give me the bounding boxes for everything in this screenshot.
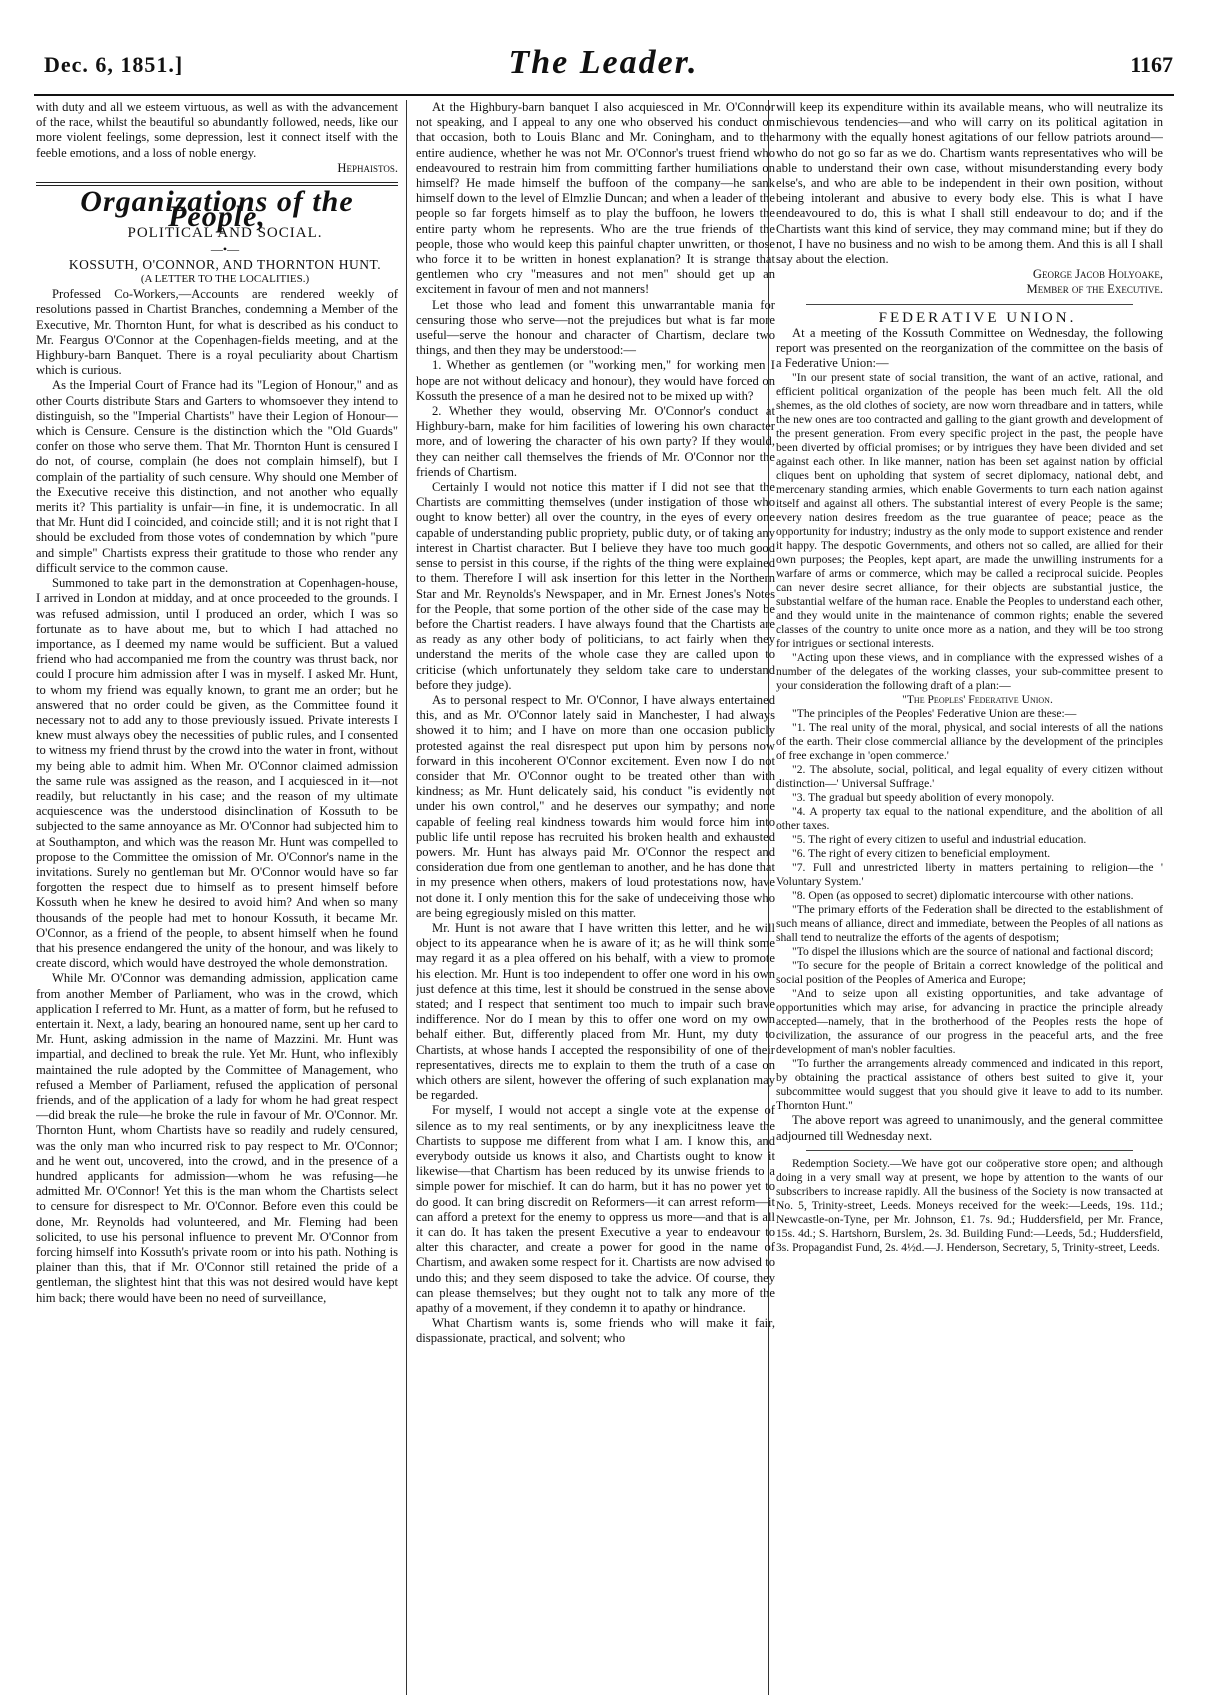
newspaper-title: The Leader. — [508, 44, 699, 81]
paragraph: For myself, I would not accept a single vote at the expense of silence as to my real sentiments, or by any inexplicitness leave the Chartists to suppose me different from what I am. I know this, and everybody outside us knows it also, and Chartists ought to know it likewise—that Chartism has been reduced by its unwise friends to a simple power for mischief. It can do harm, but it has no power yet to do good. It can bring discredit on Reformers—it can arrest reform—it can afford a pretext for the enemy to oppress us more—and that is all it can do. It has taken the present Executive a year to endeavour to alter this character, and create a power for good in the name of Chartism, and awaken some respect for it. Chartists are now advised to undo this; and they seem disposed to take the advice. Of course, they can please themselves; but they ought not to talk any more of the apathy of a movement, if they condemn it to apathy or hindrance. — [416, 1103, 775, 1316]
paragraph: At the Highbury-barn banquet I also acquiesced in Mr. O'Connor not speaking, and I appeal to any one who observed his conduct on that occasion, both to Louis Blanc and Mr. Coningham, and to the entire audience, whether he was not Mr. O'Connor's truest friend who endeavoured to restrain him from committing farther humiliations on himself? He made himself the buffoon of the company—he sank himself down to the level of Elmzlie Duncan; and when a leader of the people so far forgets himself as to play the buffoon, he lowers the entire party whom he represents. Who are the true friends of the people, those who would keep this painful chapter unwritten, or those who force it to be written in honest explanation? It is strange that gentlemen who cry "measures and not men" should get up an excitement in favour of men and not manners! — [416, 100, 775, 297]
principle-item: "5. The right of every citizen to useful and industrial education. — [792, 833, 1087, 847]
paragraph: At a meeting of the Kossuth Committee on Wednesday, the following report was presented on the reorganization of the committee on the basis of a Federative Union:— — [776, 325, 1163, 371]
quoted-paragraph: "Acting upon these views, and in compliance with the expressed wishes of a number of the delegates of the working classes, your sub-committee present to your consideration the following draft of a plan:— — [776, 651, 1163, 693]
section-title: Organizations of the People, — [80, 185, 354, 234]
signature-name: George Jacob Holyoake, — [1032, 267, 1163, 282]
paragraph: with duty and all we esteem virtuous, as well as with the advancement of the race, whilst the beautiful so abundantly followed, needs, like our more violent feelings, some depression, lest it connect itself with the feeble emotions, and a loss of noble energy. — [36, 100, 398, 160]
principle-item: "7. Full and unrestricted liberty in matters pertaining to religion—the ' Voluntary System.' — [776, 861, 1163, 889]
quoted-paragraph: "The primary efforts of the Federation shall be directed to the establishment of such means of alliance, direct and immediate, between the Peoples of all nations as shall tend to neutralize the efforts of the agents of despotism; — [776, 903, 1163, 945]
principle-item: "6. The right of every citizen to beneficial employment. — [792, 847, 1051, 861]
article-title: KOSSUTH, O'CONNOR, AND THORNTON HUNT. — [68, 256, 382, 272]
quoted-paragraph: "To further the arrangements already commenced and indicated in this report, by obtaining the practical assistance of others best suited to give it, your subcommittee would suggest that you should give it leave to add to its number. Thornton Hunt." — [776, 1057, 1163, 1113]
principle-item: "8. Open (as opposed to secret) diplomatic intercourse with other nations. — [792, 889, 1134, 903]
quoted-paragraph: "In our present state of social transition, the want of an active, rational, and efficient political organization of the people has been much felt. All the old shemes, as the old clothes of society, are now worn threadbare and in tatters, while the new ones are too contracted and galling to the giant growth and development of the present generation. From every specific project in the past, the people have been diverted by official promises; or by intrigues they have been divided and set against each other. In like manner, nation has been set against nation by official cliques bent on upholding that system of secret diplomacy, national debt, and mercenary standing armies, which enable Goverments to turn each nation against itself and against all others. The substantial interest of every People is the same; every nation desires freedom as the true guarantee of peace; peace as the opportunity for industry; industry as the only mode to support existence and render it happy. The despotic Governments, and others not so called, are allied for their own purposes; the Peoples, kept apart, are made the unwilling instruments for a warfare of arms or commerce, which may be called a reciprocal suicide. Peoples can never desire secret alliance, for their objects are substantial justice, the substantial welfare of the human race. Enable the Peoples to understand each other, and they would unite in the maintenance of common rights; enable the severed classes of the country to unite once more as a nation, and they will be too strong for intrigues or sectional interests. — [776, 371, 1163, 651]
masthead — [0, 0, 1207, 96]
principle-item: "2. The absolute, social, political, and legal equality of every citizen without distinction—' Universal Suffrage.' — [776, 763, 1163, 791]
quoted-paragraph: "The principles of the Peoples' Federative Union are these:— — [792, 707, 1077, 721]
paragraph: Let those who lead and foment this unwarrantable mania for censuring those who serve—not the prejudices but what is far more useful—serve the honour and character of Chartism, declare two things, and then they may be understood:— — [416, 297, 775, 358]
section-subtitle: POLITICAL AND SOCIAL. — [127, 225, 323, 242]
paragraph: As the Imperial Court of France had its "Legion of Honour," and as other Courts distribute Stars and Garters to whomsoever they intend to distinguish, so the "Imperial Chartists" have their Legion of Honour—which is Censure. Censure is the distinction which the "Old Guards" confer on those who serve them. That Mr. Thornton Hunt is censured I do not, of course, complain (he does not complain himself), but I complain of the partiality of such censure. Why should one Member of the Executive receive this distinction, and not another who equally merits it? This partiality is unfair—in fine, it is undemocratic. In all that Mr. Hunt did I coincided, and coincide still; and it is not right that I should be excluded from those votes of condemnation by which "pure and simple" Chartists express their gratitude to those who render any difficult service to the common cause. — [36, 378, 398, 575]
quoted-paragraph: "And to seize upon all existing opportunities, and take advantage of opportunities which may arise, for advancing in practice the principle already accepted—namely, that in the brotherhood of the Peoples rests the hope of civilization, the assurance of our progress in the peaceful arts, and the free development of man's nobler faculties. — [776, 987, 1163, 1057]
plan-title: "The Peoples' Federative Union. — [902, 693, 1053, 707]
paragraph: will keep its expenditure within its available means, who will neutralize its mischievous tendencies—and who will carry on its political agitation in harmony with the equally honest agitations of our fellow patriots around—who do not go so far as we do. Chartism wants representatives who will be able to understand their own case, without misunderstanding every body else's, and who are able to be independent in their own position, without being intolerant and abusive to every body else. This is what I have endeavoured to do, this is what I shall still endeavour to do; and if the Chartists want this kind of service, they may command mine; but if they do not, I have no business and no wish to be among them. And this is all I shall say about the election. — [776, 100, 1163, 267]
masthead-rule — [34, 94, 1174, 96]
column-3 — [776, 100, 1163, 1695]
quoted-paragraph: "To dispel the illusions which are the source of national and factional discord; — [792, 945, 1154, 959]
paragraph: Professed Co-Workers,—Accounts are rendered weekly of resolutions passed in Chartist Branches, condemning a Member of the Executive, Mr. Thornton Hunt, for what is described as his conduct to Mr. Feargus O'Connor at the Copenhagen-fields meeting, and at the Highbury-barn Banquet. There is a royal peculiarity about Chartism which is curious. — [36, 287, 398, 378]
paragraph: As to personal respect to Mr. O'Connor, I have always entertained this, and as Mr. O'Connor lately said in Manchester, I had always showed it to him; and I have on more than one occasion publicly protested against the real disrespect put upon him by persons now forward in this incoherent O'Connor excitement. Even now I do not consider that Mr. O'Connor ought to be treated other than with kindness; as Mr. Hunt delicately said, his conduct "is evidently not under his own control," and he deserves our sympathy; and none capable of feeling real kindness towards him would force him into public life until repose has recruited his broken health and exhausted powers. Mr. Hunt has always paid Mr. O'Connor the respect and consideration due from one gentleman to another, and he has done that in my presence when others, makers of loud protestations now, have not done it. I only mention this for the sake of undeceiving those who are being egregiously misled on this matter. — [416, 692, 775, 920]
signature: Hephaistos. — [337, 160, 398, 175]
principle-item: "1. The real unity of the moral, physical, and social interests of all the nations of the earth. Their close commercial alliance by the development of the principles of free exchange in 'open commerce.' — [776, 721, 1163, 763]
signature-role: Member of the Executive. — [1026, 282, 1163, 297]
page-number: 1167 — [1130, 52, 1173, 77]
divider — [806, 1150, 1133, 1151]
paragraph: Mr. Hunt is not aware that I have written this letter, and he will object to its appearance when he is aware of it; as he will think some may regard it as a plea offered on his behalf, with a view to promote his election. Mr. Hunt is too independent to offer one word in his own just defence at this time, lest it should be construed in the sense above stated; and I respect that sentiment too much to impair such brave indifference. Nor do I mean by this to offer one word on my own behalf either. But, differently placed from Mr. Hunt, my duty to Chartists, at whose hands I accepted the responsibility of one of their representatives, directs me to explain to them the truth of a case on which others are silent, however the offering of such explanation may be regarded. — [416, 920, 775, 1103]
paragraph: 1. Whether as gentlemen (or "working men," for working men I hope are not without delicacy and honour), they would have forced on Kossuth the presence of a man he desired not to be mixed up with? — [416, 358, 775, 403]
principle-item: "4. A property tax equal to the national expenditure, and the abolition of all other taxes. — [776, 805, 1163, 833]
column-2 — [416, 100, 775, 1695]
paragraph: What Chartism wants is, some friends who will make it fair, dispassionate, practical, and solvent; who — [416, 1316, 775, 1346]
article-title: FEDERATIVE UNION. — [878, 309, 1077, 326]
column-divider — [768, 100, 769, 1695]
divider — [806, 304, 1133, 305]
notice-paragraph: Redemption Society.—We have got our coöperative store open; and although doing in a very small way at present, we hope by attention to the wants of our subscribers to increase rapidly. All the business of the Society is now transacted at No. 5, Trinity-street, Leeds. Moneys received for the week:—Leeds, 19s. 11d.; Newcastle-on-Tyne, per Mr. Johnson, £1. 7s. 9d.; Huddersfield, per Mr. France, 15s. 4d.; S. Hartshorn, Burslem, 2s. 3d. Building Fund:—Leeds, 5d.; Huddersfield, 3s. Propagandist Fund, 2s. 4½d.—J. Henderson, Secretary, 5, Trinity-street, Leeds. — [776, 1156, 1163, 1254]
issue-date: Dec. 6, 1851.] — [44, 52, 184, 77]
paragraph: Certainly I would not notice this matter if I did not see that the Chartists are committing themselves (under instigation of those who ought to know better) all over the country, in the eyes of every one capable of understanding public propriety, public duty, or of taking any interest in Chartist character. But I believe they have too much good sense to persist in this course, if the rights of the thing were explained to them. Therefore I will ask insertion for this letter in the Northern Star and Mr. Reynolds's Newspaper, and in Mr. Ernest Jones's Notes for the People, that some portion of the other side of the case may be before the Chartist readers. I have always found that the Chartists are as ready as any other body of politicians, to act fairly when they understand the merits of the whole case they are called upon to criticise (which unfortunately they seldom take care to understand before they judge). — [416, 480, 775, 692]
paragraph: The above report was agreed to unanimously, and the general committee adjourned till Wednesday next. — [776, 1113, 1163, 1143]
paragraph: 2. Whether they would, observing Mr. O'Connor's conduct at Highbury-barn, make for him facilities of lowering his own character more, and of lowering the character of his own party? If they would, they can neither call themselves the friends of Mr. O'Connor nor the friends of Chartism. — [416, 404, 775, 479]
column-divider — [406, 100, 407, 1695]
quoted-paragraph: "To secure for the people of Britain a correct knowledge of the political and social position of the Peoples of America and Europe; — [776, 959, 1163, 987]
ornament: —•— — [210, 241, 240, 256]
paragraph: While Mr. O'Connor was demanding admission, application came from another Member of Parliament, who was in the crowd, which application I referred to Mr. Hunt, as a matter of form, but he refused to entertain it. Next, a lady, bearing an honoured name, sent up her card to Mr. Hunt, asking admission in the name of Mazzini. Mr. Hunt was impartial, and declined to break the rule. Yet Mr. Hunt, who inflexibly maintained the rule adopted by the Committee of Management, who refused a Member of Parliament, refused the application of personal friends, and of the application of a lady for whom he had great respect—did break the rule—he broke the rule in favour of Mr. O'Connor. Mr. Thornton Hunt, whom Chartists have so readily and rudely censured, was the only man who incurred risk to pay respect to Mr. O'Connor; and he went out, uncovered, into the crowd, and in the presence of a hundred applicants for admission—whom he was refusing—he admitted Mr. O'Connor! Yet this is the man whom the Chartists select to censure for disrespect to Mr. O'Connor. Before even this could be done, Mr. Reynolds had volunteered, and Mr. Fleming had been solicited, to use his personal influence to prevent Mr. O'Connor from forcing himself into Kossuth's private room or into his path. Nothing is plainer than this, that if Mr. O'Connor still retained the pride of a gentleman, the slightest hint that this was not desired would have kept him back; there would have been no need of surveillance, — [36, 971, 398, 1305]
article-subtitle: (A LETTER TO THE LOCALITIES.) — [140, 273, 310, 286]
paragraph: Summoned to take part in the demonstration at Copenhagen-house, I arrived in London at midday, and at once proceeded to the grounds. I was refused admission, until I produced an order, which I was so fortunate as to have about me, but to which I had attached no importance, as I deemed my name would be sufficient. But a valued friend who had accompanied me from the country was thrust back, nor could I procure him admission after I was in myself. I asked Mr. Hunt, to whom my friend was equally known, to grant me an order; but he answered that no order could be given, as the Committee found it necessary not to add any to those previously issued. Private interests I knew must always obey the necessities of public rules, and I consented to witness my friend thrust by the crowd into the water in front, without my being able to admit him. When Mr. O'Connor claimed admission the same rule was assigned as the reason, and I acquiesced in it—not readily, but reluctantly in his case; and the reason of my ultimate acquiescence was the understood disinclination of Kossuth to be subjected to the same annoyance as Mr. O'Connor had subjected him to at Southampton, and which was the reason Mr. Hunt was compelled to propose to the Committee the omission of Mr. O'Connor's name in the invitations. Surely no gentleman but Mr. O'Connor would have so far forgotten the respect due to himself as to present himself before Kossuth when he knew he desired to avoid him? And when so many thousands of the people had met to honour Kossuth, it became Mr. O'Connor, as a friend of the people, to absent himself when he found that his presence endangered the unity of the honour, and was likely to create discord, which would have destroyed the whole demonstration. — [36, 576, 398, 971]
column-1 — [36, 100, 398, 1695]
principle-item: "3. The gradual but speedy abolition of every monopoly. — [792, 791, 1054, 805]
